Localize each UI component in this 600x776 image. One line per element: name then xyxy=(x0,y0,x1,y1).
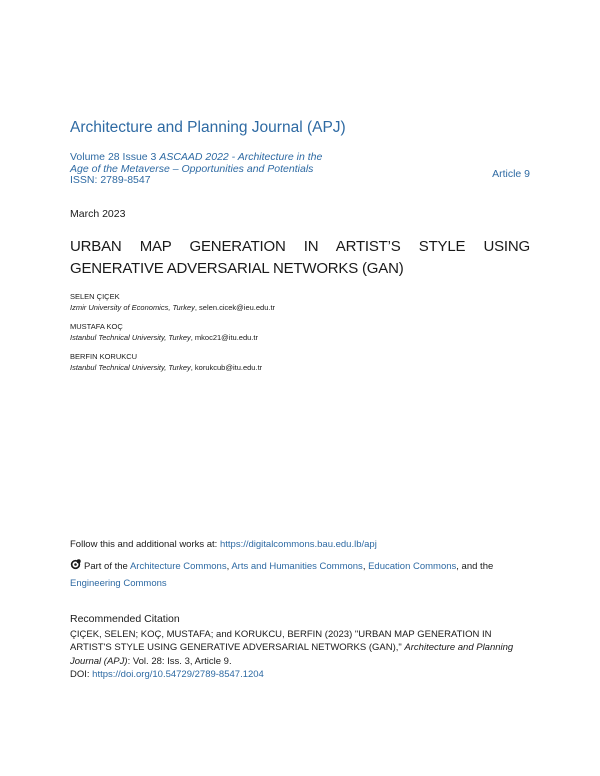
repository-link[interactable]: https://digitalcommons.bau.edu.lb/apj xyxy=(219,539,377,550)
commons-prefix: Part of the xyxy=(84,561,130,572)
follow-text: Follow this and additional works at: xyxy=(70,539,220,550)
affiliation: Istanbul Technical University, Turkey xyxy=(70,333,191,342)
issn: ISSN: 2789-8547 xyxy=(70,174,151,186)
article-number[interactable]: Article 9 xyxy=(492,168,530,180)
affiliation: Istanbul Technical University, Turkey xyxy=(70,363,191,372)
journal-title[interactable]: Architecture and Planning Journal (APJ) xyxy=(70,119,346,136)
citation-tail: : Vol. 28: Iss. 3, Article 9. xyxy=(127,655,232,667)
author-affiliation xyxy=(70,333,258,342)
doi-link[interactable]: https://doi.org/10.54729/2789-8547.1204 xyxy=(92,668,264,680)
citation-journal: Architecture and Planning Journal (APJ) xyxy=(70,642,514,667)
arts-humanities-commons-link[interactable]: Arts and Humanities Commons xyxy=(231,561,363,572)
issue-theme: ASCAAD 2022 - Architecture in the Age of the Metaverse – Opportunities and Potentials xyxy=(70,151,323,175)
author-name: SELEN ÇIÇEK xyxy=(70,292,120,301)
separator: , and the xyxy=(456,561,494,572)
author-name: MUSTAFA KOÇ xyxy=(70,322,123,331)
affiliation: Izmir University of Economics, Turkey xyxy=(70,303,195,312)
author-affiliation xyxy=(70,363,262,372)
engineering-commons-link[interactable]: Engineering Commons xyxy=(70,578,167,589)
citation-main: ÇIÇEK, SELEN; KOÇ, MUSTAFA; and KORUKCU, BERFIN (2023) "URBAN MAP GENERATION IN ARTIST'S STYLE USING GENERATIVE ADVERSARIAL NETWORKS (GAN)," xyxy=(70,629,492,654)
network-icon xyxy=(70,559,81,570)
doi-label: DOI: xyxy=(70,668,93,680)
author-email: , mkoc21@itu.edu.tr xyxy=(190,333,258,342)
author-affiliation xyxy=(70,303,275,312)
author-email: , selen.cicek@ieu.edu.tr xyxy=(194,303,276,312)
follow-line xyxy=(70,539,377,550)
education-commons-link[interactable]: Education Commons xyxy=(368,561,457,572)
separator: , xyxy=(362,561,369,572)
issue-info[interactable] xyxy=(70,152,330,187)
architecture-commons-link[interactable]: Architecture Commons xyxy=(129,561,227,572)
author-name: BERFIN KORUKCU xyxy=(70,352,138,361)
author-email: , korukcub@itu.edu.tr xyxy=(190,363,263,372)
separator: , xyxy=(226,561,232,572)
commons-line xyxy=(70,558,530,592)
recommended-citation-heading: Recommended Citation xyxy=(70,613,180,625)
publication-date: March 2023 xyxy=(70,208,126,220)
issue-prefix: Volume 28 Issue 3 xyxy=(70,151,160,163)
citation-text xyxy=(70,628,530,681)
paper-title: URBAN MAP GENERATION IN ARTIST’S STYLE USING GENERATIVE ADVERSARIAL NETWORKS (GAN) xyxy=(70,238,530,277)
